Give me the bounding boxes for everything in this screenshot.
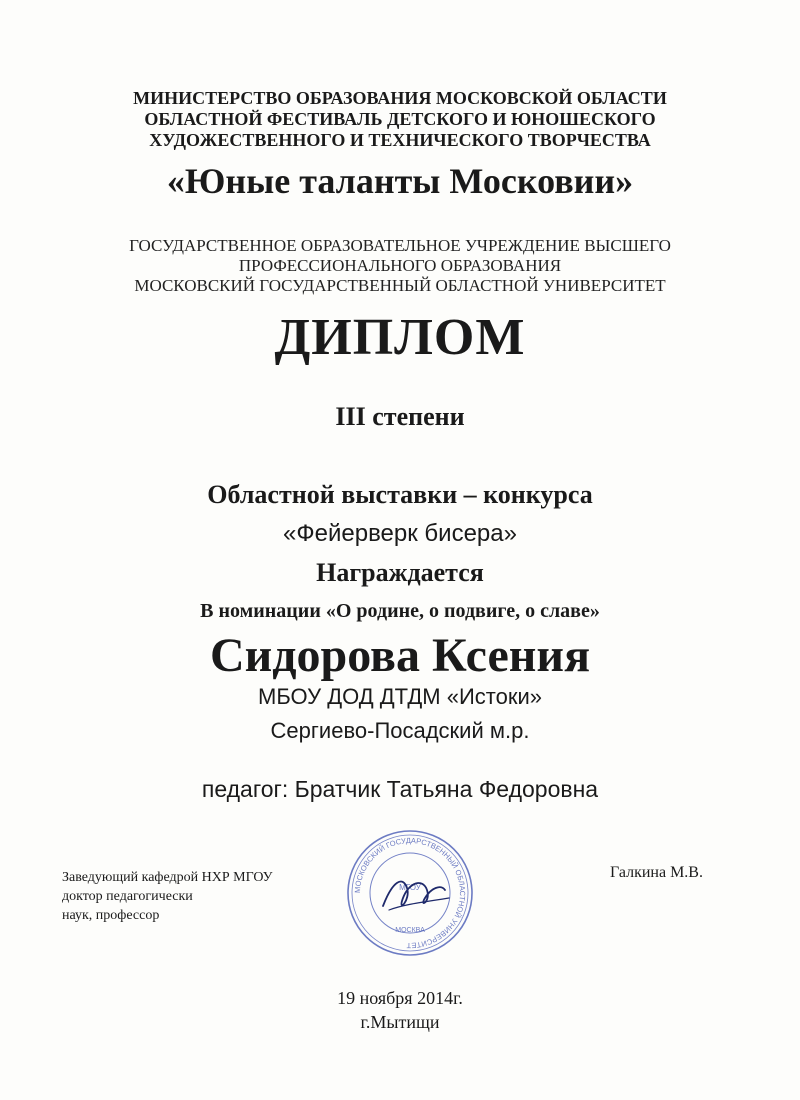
official-stamp <box>345 828 475 958</box>
district-name: Сергиево-Посадский м.р. <box>270 718 530 743</box>
contest-title: Областной выставки – конкурса <box>207 480 593 509</box>
issue-city: г.Мытищи <box>360 1012 440 1032</box>
signatory-line-3: наук, профессор <box>62 908 160 923</box>
awarded-label: Награждается <box>316 558 484 587</box>
institution-header <box>0 236 800 296</box>
contest-name: «Фейерверк бисера» <box>283 520 517 547</box>
issue-info <box>0 986 800 1034</box>
signatory-name: Галкина М.В. <box>610 864 703 881</box>
institution-line-1: ГОСУДАРСТВЕННОЕ ОБРАЗОВАТЕЛЬНОЕ УЧРЕЖДЕНИЕ ВЫСШЕГО <box>129 236 671 255</box>
teacher-name: педагог: Братчик Татьяна Федоровна <box>201 776 599 802</box>
issue-date: 19 ноября 2014г. <box>337 988 463 1008</box>
stamp-center-text: МГОУ <box>399 883 421 892</box>
recipient-name: Сидорова Ксения <box>209 629 591 682</box>
ministry-line-2: ОБЛАСТНОЙ ФЕСТИВАЛЬ ДЕТСКОГО И ЮНОШЕСКОГО <box>144 109 656 129</box>
nomination: В номинации «О родине, о подвиге, о славе» <box>200 600 600 622</box>
signatory-line-2: доктор педагогически <box>62 889 193 904</box>
festival-name: «Юные таланты Московии» <box>166 161 634 201</box>
ministry-header <box>0 88 800 151</box>
stamp-ring-text: МОСКОВСКИЙ ГОСУДАРСТВЕННЫЙ ОБЛАСТНОЙ УНИВЕРСИТЕТ <box>352 835 468 951</box>
institution-line-2: ПРОФЕССИОНАЛЬНОГО ОБРАЗОВАНИЯ <box>238 256 562 275</box>
school-name: МБОУ ДОД ДТДМ «Истоки» <box>258 684 542 709</box>
institution-line-3: МОСКОВСКИЙ ГОСУДАРСТВЕННЫЙ ОБЛАСТНОЙ УНИВЕРСИТЕТ <box>134 276 666 295</box>
diploma-title: ДИПЛОМ <box>274 309 526 366</box>
ministry-line-1: МИНИСТЕРСТВО ОБРАЗОВАНИЯ МОСКОВСКОЙ ОБЛАСТИ <box>133 88 667 108</box>
signatory-title <box>62 868 273 925</box>
signatory-line-1: Заведующий кафедрой НХР МГОУ <box>62 870 273 885</box>
ministry-line-3: ХУДОЖЕСТВЕННОГО И ТЕХНИЧЕСКОГО ТВОРЧЕСТВА <box>149 130 651 150</box>
stamp-bottom-text: МОСКВА <box>395 927 425 934</box>
diploma-degree: III степени <box>335 402 465 431</box>
